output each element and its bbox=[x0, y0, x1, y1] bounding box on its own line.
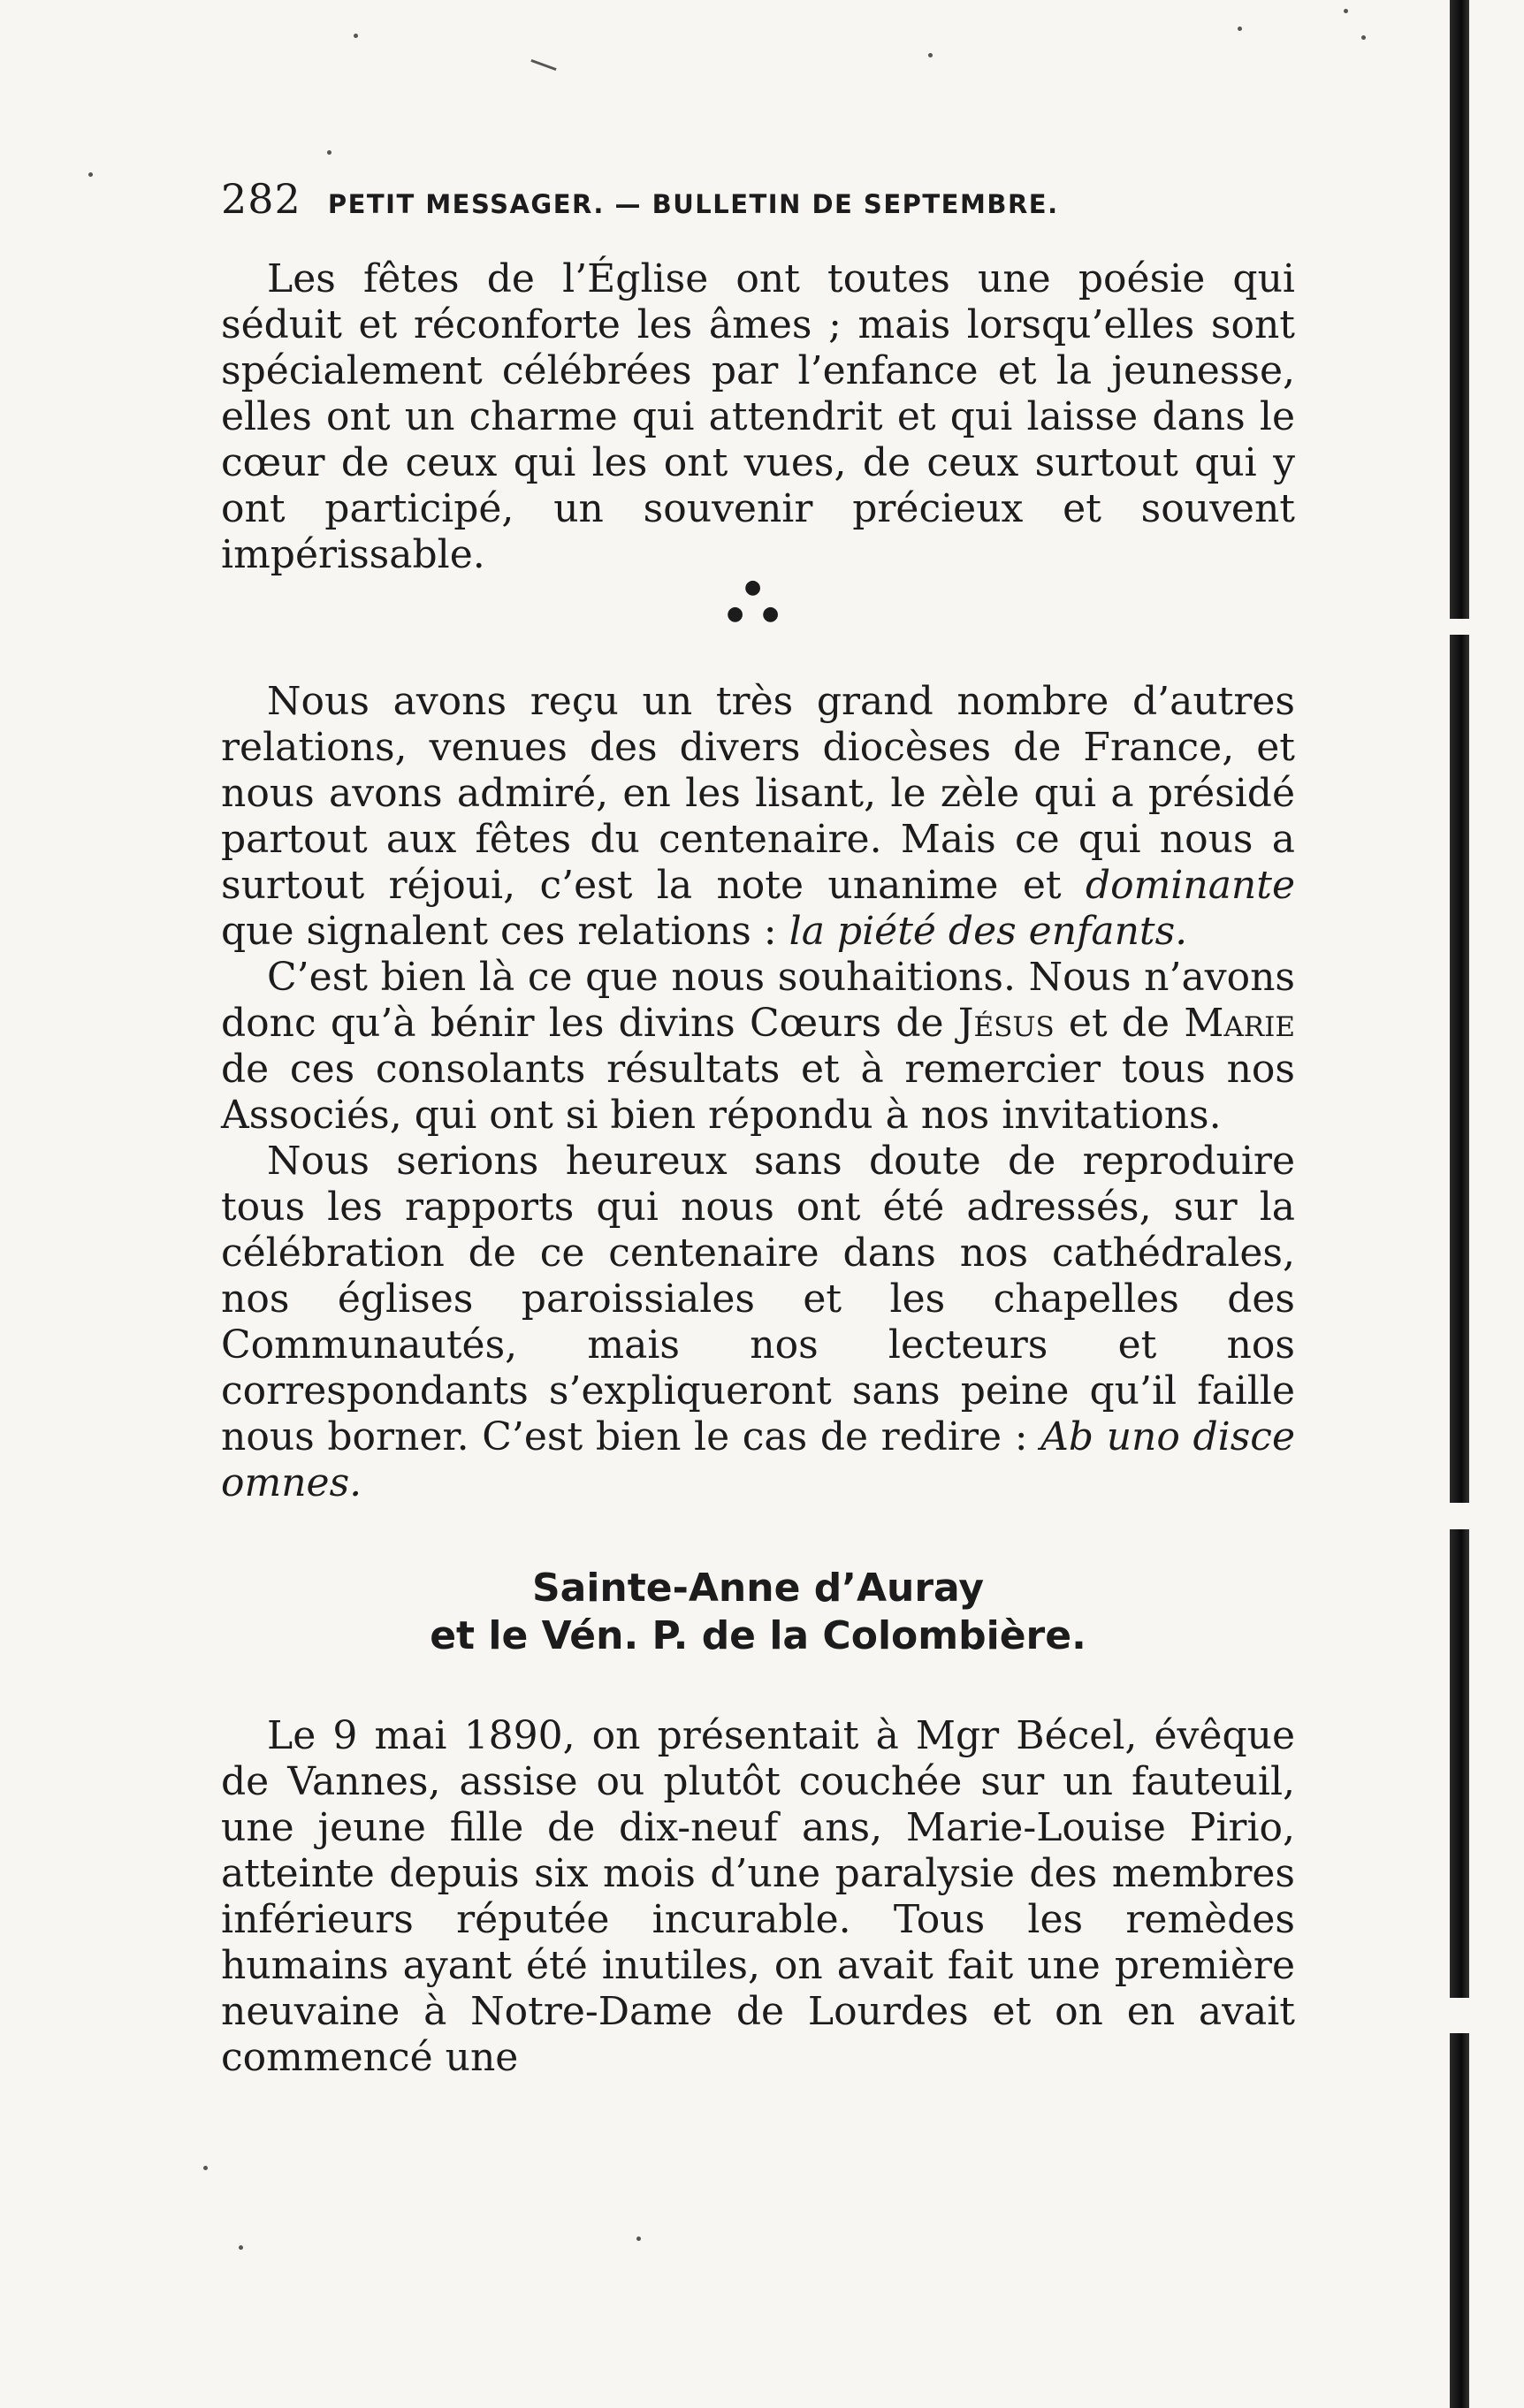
binding-gap bbox=[1450, 1998, 1469, 2033]
auray-block bbox=[221, 1713, 1295, 2081]
section-title-line2: et le Vén. P. de la Colombière. bbox=[430, 1613, 1086, 1658]
binding-gap bbox=[1450, 1503, 1469, 1529]
running-header bbox=[221, 175, 1238, 223]
section-title-line1: Sainte-Anne d’Auray bbox=[531, 1566, 985, 1611]
rapports-paragraph: Nous serions heureux sans doute de reproduire tous les rapports qui nous ont été adressés, sur la célébration de ce centenaire dans nos cathédrales, nos églises paroissiales et les chapelles des Communautés, mais nos lecteurs et nos correspondants s’expliqueront sans peine qu’il faille nous borner. C’est bien le cas de redire : Ab uno disce omnes. bbox=[221, 1139, 1295, 1505]
relations-paragraph: Nous avons reçu un très grand nombre d’autres relations, venues des divers diocèses de France, et nous avons admiré, en les lisant, le zèle qui a présidé partout aux fêtes du centenaire. Mais ce qui nous a surtout réjoui, c’est la note unanime et dominante que signalent ces relations : la piété des enfants. bbox=[221, 679, 1295, 954]
benir-paragraph: C’est bien là ce que nous souhaitions. Nous n’avons donc qu’à bénir les divins Cœurs de Jésus et de Marie de ces consolants résultats et à remercier tous nos Associés, qui ont si bien répondu à nos invitations. bbox=[221, 955, 1295, 1138]
page-binding-edge bbox=[1450, 0, 1469, 2408]
section-separator: ● ● ● bbox=[727, 576, 780, 625]
relations-block bbox=[221, 679, 1295, 1506]
intro-block bbox=[221, 256, 1295, 578]
running-title: PETIT MESSAGER. — BULLETIN DE SEPTEMBRE. bbox=[327, 189, 1059, 219]
auray-paragraph: Le 9 mai 1890, on présentait à Mgr Bécel, évêque de Vannes, assise ou plutôt couchée sur un fauteuil, une jeune fille de dix-neuf ans, Marie-Louise Pirio, atteinte depuis six mois d’une paralysie des membres inférieurs réputée incurable. Tous les remèdes humains ayant été inutiles, on avait fait une première neuvaine à Notre-Dame de Lourdes et on en avait commencé une bbox=[221, 1713, 1295, 2080]
binding-gap bbox=[1450, 619, 1469, 635]
intro-paragraph: Les fêtes de l’Église ont toutes une poésie qui séduit et réconforte les âmes ; mais lorsqu’elles sont spécialement célébrées par l’enfance et la jeunesse, elles ont un charme qui attendrit et qui laisse dans le cœur de ceux qui les ont vues, de ceux surtout qui y ont participé, un souvenir précieux et souvent impérissable. bbox=[221, 256, 1295, 577]
page-number: 282 bbox=[221, 175, 301, 223]
section-title bbox=[221, 1565, 1295, 1660]
